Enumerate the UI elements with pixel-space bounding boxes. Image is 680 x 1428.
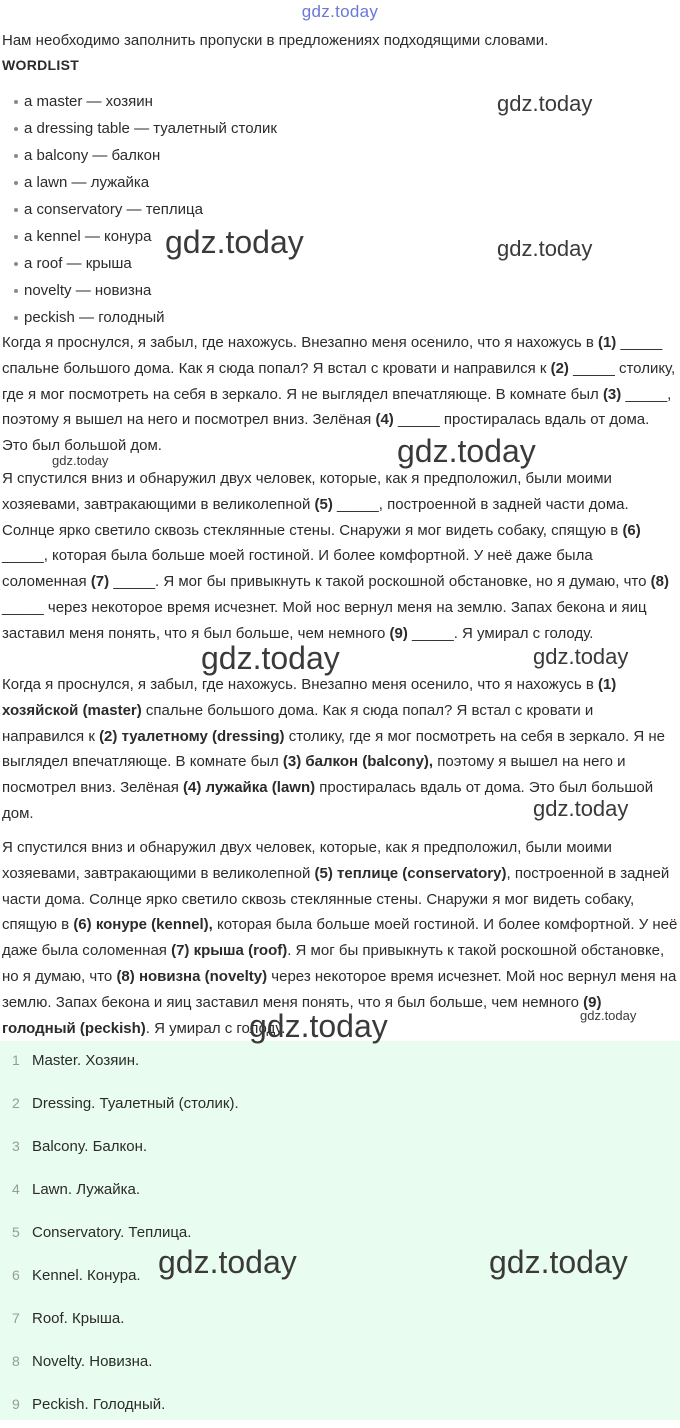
answer-item (0, 1170, 680, 1213)
answer-item (0, 1084, 680, 1127)
task-intro: Нам необходимо заполнить пропуски в предложениях подходящими словами. (2, 32, 549, 49)
task-paragraph-2 (2, 466, 678, 647)
text-fragment: _____ столику, где я мог посмотреть на себя в зеркало. Я не выглядел впечатляюще. В комнате был (2, 359, 676, 403)
wordlist-item: peckish — голодный (0, 307, 277, 334)
wordlist-item: a balcony — балкон (0, 145, 277, 172)
text-fragment: столику, где я мог посмотреть на себя в зеркало. Я не выглядел впечатляюще. В комнате был (2, 727, 665, 771)
text-fragment: которая была больше моей гостиной. И более комфортной. У неё даже была соломенная (2, 916, 678, 960)
gap-number: (1) (597, 334, 617, 351)
wordlist-heading: WORDLIST (2, 57, 80, 73)
filled-answer: (4) лужайка (lawn) (183, 779, 316, 797)
gap-number: (5) (314, 495, 333, 513)
answer-item (0, 1127, 680, 1170)
watermark: gdz.today (158, 1244, 297, 1280)
answer-paragraph-1 (2, 672, 678, 827)
answer-text: Master. Хозяин. (32, 1052, 140, 1069)
answer-item (0, 1385, 680, 1428)
text-fragment: простиралась вдаль от дома. Это был большой дом. (2, 779, 654, 822)
answer-item (0, 1342, 680, 1385)
answer-number: 5 (12, 1224, 20, 1240)
answer-number: 9 (12, 1396, 20, 1412)
text-fragment: . Я мог бы привыкнуть к такой роскошной обстановке, но я думаю, что (2, 942, 665, 985)
text-fragment: Когда я проснулся, я забыл, где нахожусь. Внезапно меня осенило, что я нахожусь в (2, 334, 598, 351)
text-fragment: спальне большого дома. Как я сюда попал? Я встал с кровати и направился к (2, 701, 594, 745)
filled-answer: (1) хозяйской (master) (2, 676, 617, 719)
text-fragment: _____, построенной в задней части дома. Солнце ярко светило сквозь стеклянные стены. Снаружи я мог видеть собаку, спящую в (2, 495, 629, 539)
answer-text: Balcony. Балкон. (32, 1138, 148, 1155)
text-fragment: _____ через некоторое время исчезнет. Мой нос вернул меня на землю. Запах бекона и яиц заставил меня понять, что я был больше, чем немного (2, 598, 647, 642)
text-fragment: , построенной в задней части дома. Солнце ярко светило сквозь стеклянные стены. Снаружи я мог видеть собаку, спящую в (2, 864, 670, 934)
answer-text: Kennel. Конура. (32, 1267, 141, 1284)
watermark: gdz.today (533, 796, 629, 821)
text-fragment: _____, которая была больше моей гостиной. И более комфортной. У неё даже была соломенная (2, 547, 593, 591)
text-fragment: . Я умирал с голоду. (145, 1019, 286, 1037)
gap-number: (4) (375, 411, 394, 429)
watermark: gdz.today (580, 1008, 637, 1023)
answer-number: 4 (12, 1181, 20, 1197)
watermark: gdz.today (497, 236, 593, 261)
answer-text: Dressing. Туалетный (столик). (32, 1095, 239, 1112)
answer-number: 3 (12, 1138, 20, 1154)
watermark: gdz.today (52, 453, 109, 468)
filled-answer: (2) туалетному (dressing) (99, 727, 285, 745)
gap-number: (6) (622, 521, 641, 539)
answer-paragraph-2 (2, 835, 678, 1041)
watermark: gdz.today (397, 433, 536, 469)
gap-number: (9) (389, 624, 408, 642)
filled-answer: (9) голодный (peckish) (2, 993, 602, 1037)
wordlist-item: a conservatory — теплица (0, 199, 277, 226)
watermark: gdz.today (165, 224, 304, 260)
site-logo[interactable]: gdz.today (301, 2, 379, 21)
text-fragment: Я спустился вниз и обнаружил двух человек, которые, как я предположил, были моими хозяевами, завтракающими в великолепной (2, 470, 612, 513)
answer-number: 2 (12, 1095, 20, 1111)
watermark: gdz.today (489, 1244, 628, 1280)
text-fragment: Когда я проснулся, я забыл, где нахожусь. Внезапно меня осенило, что я нахожусь в (2, 676, 598, 693)
wordlist-item: novelty — новизна (0, 280, 277, 307)
gap-number: (7) (90, 573, 110, 591)
text-fragment: _____. Я мог бы привыкнуть к такой роскошной обстановке, но я думаю, что (109, 573, 651, 591)
watermark: gdz.today (533, 644, 629, 669)
gap-number: (8) (650, 573, 669, 591)
filled-answer: (3) балкон (balcony), (282, 753, 434, 771)
answer-number: 6 (12, 1267, 20, 1283)
filled-answer: (5) теплице (conservatory) (314, 864, 507, 882)
task-paragraph-1 (2, 330, 678, 459)
answer-text: Conservatory. Теплица. (32, 1224, 192, 1241)
filled-answer: (7) крыша (roof) (171, 942, 288, 960)
answer-item (0, 1213, 680, 1256)
text-fragment: _____ спальне большого дома. Как я сюда попал? Я встал с кровати и направился к (2, 334, 663, 377)
answer-text: Novelty. Новизна. (32, 1353, 153, 1370)
wordlist (0, 91, 277, 334)
wordlist-item: a master — хозяин (0, 91, 277, 118)
answer-item (0, 1256, 680, 1299)
watermark: gdz.today (497, 91, 593, 116)
answer-text: Roof. Крыша. (32, 1310, 125, 1327)
text-fragment: через некоторое время исчезнет. Мой нос вернул меня на землю. Запах бекона и яиц заставил меня понять, что я был больше, чем немного (2, 967, 677, 1011)
text-fragment: _____, поэтому я вышел на него и посмотрел вниз. Зелёная (2, 385, 672, 429)
gap-number: (2) (550, 359, 569, 377)
answer-text: Lawn. Лужайка. (32, 1181, 141, 1198)
text-fragment: поэтому я вышел на него и посмотрел вниз. Зелёная (2, 753, 626, 797)
answer-number: 1 (12, 1052, 20, 1068)
answers-panel (0, 1041, 680, 1420)
gap-number: (3) (602, 385, 622, 403)
text-fragment: Я спустился вниз и обнаружил двух человек, которые, как я предположил, были моими хозяевами, завтракающими в великолепной (2, 839, 612, 882)
filled-answer: (8) новизна (novelty) (116, 967, 268, 985)
wordlist-item: a roof — крыша (0, 253, 277, 280)
wordlist-item: a lawn — лужайка (0, 172, 277, 199)
answer-number: 7 (12, 1310, 20, 1326)
wordlist-item: a kennel — конура (0, 226, 277, 253)
watermark: gdz.today (201, 640, 340, 676)
answers-list (0, 1041, 680, 1428)
answer-item (0, 1299, 680, 1342)
text-fragment: _____. Я умирал с голоду. (407, 624, 594, 642)
wordlist-item: a dressing table — туалетный столик (0, 118, 277, 145)
text-fragment: _____ простиралась вдаль от дома. Это был большой дом. (2, 411, 650, 455)
answer-text: Peckish. Голодный. (32, 1396, 166, 1413)
answer-item (0, 1041, 680, 1084)
filled-answer: (6) конуре (kennel), (73, 916, 213, 934)
answer-number: 8 (12, 1353, 20, 1369)
watermark: gdz.today (249, 1008, 388, 1044)
